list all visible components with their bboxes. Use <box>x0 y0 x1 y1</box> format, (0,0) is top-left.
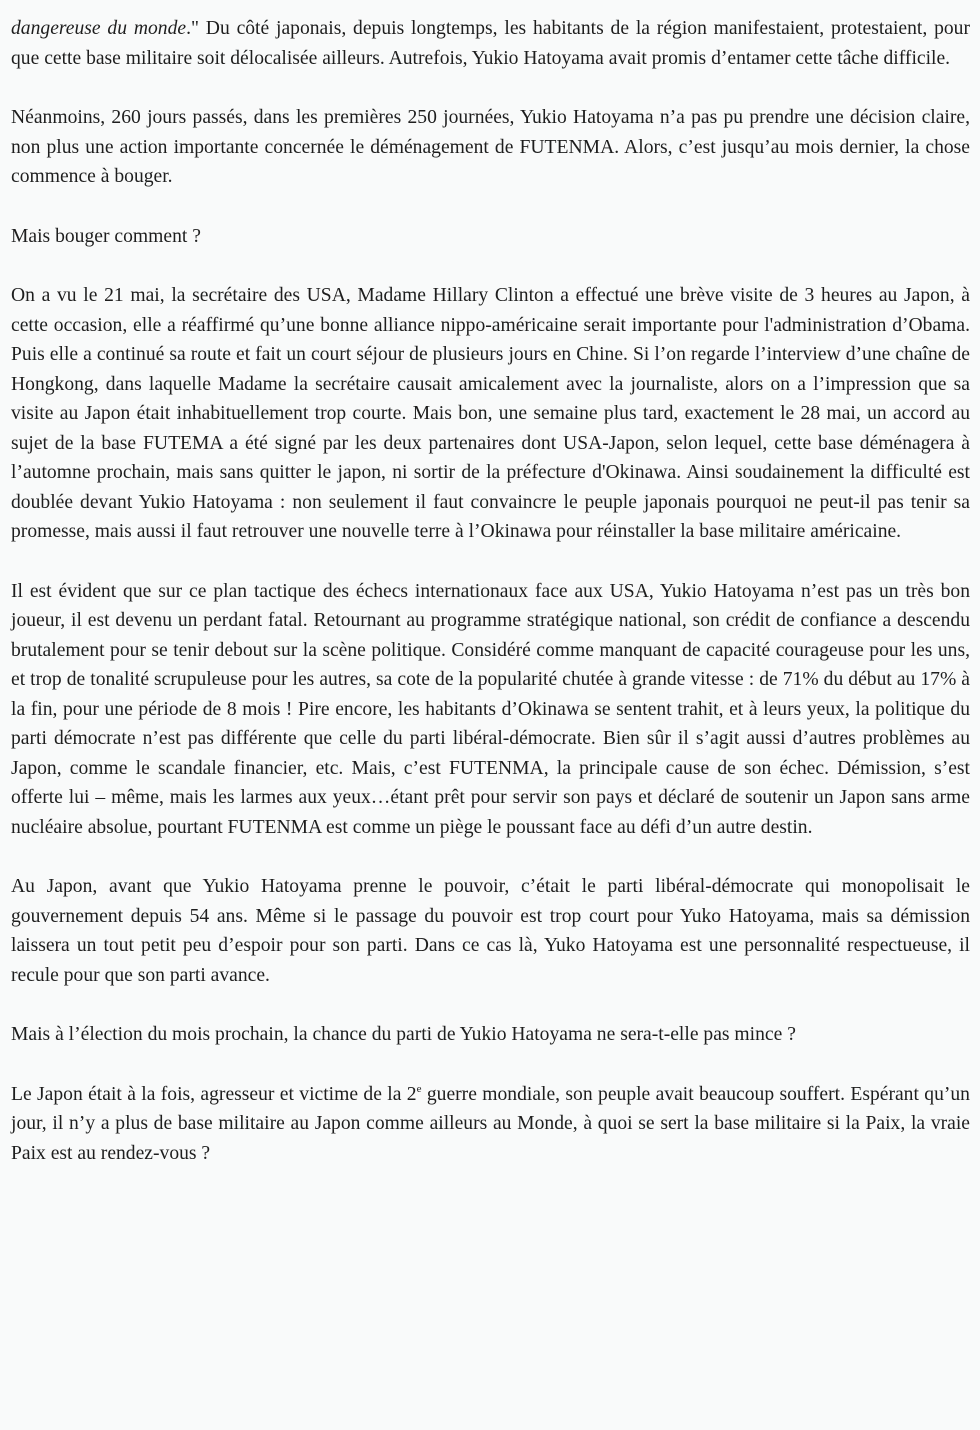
paragraph-spacer <box>11 73 970 103</box>
paragraph-election-question: Mais à l’élection du mois prochain, la chance du parti de Yukio Hatoyama ne sera-t-elle pas mince ? <box>11 1024 796 1045</box>
italic-quote-fragment: dangereuse du monde <box>11 18 187 39</box>
paragraph-text: guerre mondiale, son peuple avait beaucoup souffert. Espérant qu’un jour, il n’y a plus de base militaire au Japon comme ailleurs au Monde, à quoi se sert la base militaire si la Paix, la vraie Paix est au rendez-vous ? <box>11 1083 970 1164</box>
paragraph-continuation <box>11 14 970 73</box>
paragraph-neanmoins: Néanmoins, 260 jours passés, dans les premières 250 journées, Yukio Hatoyama n’a pas pu prendre une décision claire, non plus une action importante concernée le déménagement de FUTENMA. Alors, c’est jusqu’au mois dernier, la chose commence à bouger. <box>11 107 970 187</box>
document-page <box>11 14 970 1168</box>
paragraph-spacer <box>11 990 970 1020</box>
paragraph-ldp-history: Au Japon, avant que Yukio Hatoyama prenne le pouvoir, c’était le parti libéral-démocrate qui monopolisait le gouvernement depuis 54 ans. Même si le passage du pouvoir est trop court pour Yuko Hatoyama, mais sa démission laissera un tout petit peu d’espoir pour son parti. Dans ce cas là, Yuko Hatoyama est une personnalité respectueuse, il recule pour que son parti avance. <box>11 876 970 986</box>
paragraph-spacer <box>11 192 970 222</box>
paragraph-conclusion <box>11 1080 970 1169</box>
ordinal-superscript: e <box>416 1082 422 1095</box>
paragraph-spacer <box>11 547 970 577</box>
paragraph-text: ." Du côté japonais, depuis longtemps, les habitants de la région manifestaient, protestaient, pour que cette base militaire soit délocalisée ailleurs. Autrefois, Yukio Hatoyama avait promis d’entamer cette tâche difficile. <box>11 18 970 69</box>
paragraph-question: Mais bouger comment ? <box>11 225 201 247</box>
paragraph-spacer <box>11 251 970 281</box>
paragraph-spacer <box>11 842 970 872</box>
paragraph-text: Le Japon était à la fois, agresseur et victime de la 2 <box>11 1083 417 1105</box>
paragraph-clinton-visit: On a vu le 21 mai, la secrétaire des USA, Madame Hillary Clinton a effectué une brève visite de 3 heures au Japon, à cette occasion, elle a réaffirmé qu’une bonne alliance nippo-américaine serait importante pour l'administration d’Obama. Puis elle a continué sa route et fait un court séjour de plusieurs jours en Chine. Si l’on regarde l’interview d’une chaîne de Hongkong, dans laquelle Madame la secrétaire causait amicalement avec la journaliste, alors on a l’impression que sa visite au Japon était inhabituellement trop courte. Mais bon, une semaine plus tard, exactement le 28 mai, un accord au sujet de la base FUTEMA a été signé par les deux partenaires dont USA-Japon, selon lequel, cette base déménagera à l’automne prochain, mais sans quitter le japon, ni sortir de la préfecture d'Okinawa. Ainsi soudainement la difficulté est doublée devant Yukio Hatoyama : non seulement il faut convaincre le peuple japonais pourquoi ne peut-il pas tenir sa promesse, mais aussi il faut retrouver une nouvelle terre à l’Okinawa pour réinstaller la base militaire américaine. <box>11 285 970 542</box>
paragraph-tactical-failure: Il est évident que sur ce plan tactique des échecs internationaux face aux USA, Yukio Hatoyama n’est pas un très bon joueur, il est devenu un perdant fatal. Retournant au programme stratégique national, son crédit de confiance a descendu brutalement pour se tenir debout sur la scène politique. Considéré comme manquant de capacité courageuse pour les uns, et trop de tonalité scrupuleuse pour les autres, sa cote de la popularité chutée à grande vitesse : de 71% du début au 17% à la fin, pour une période de 8 mois ! Pire encore, les habitants d’Okinawa se sentent trahit, et à leurs yeux, la politique du parti démocrate n’est pas différente que celle du parti libéral-démocrate. Bien sûr il s’agit aussi d’autres problèmes au Japon, comme le scandale financier, etc. Mais, c’est FUTENMA, la principale cause de son échec. Démission, s’est offerte lui – même, mais les larmes aux yeux…étant prêt pour servir son pays et déclaré de soutenir un Japon sans arme nucléaire absolue, pourtant FUTENMA est comme un piège le poussant face au défi d’un autre destin. <box>11 580 970 838</box>
paragraph-spacer <box>11 1050 970 1080</box>
